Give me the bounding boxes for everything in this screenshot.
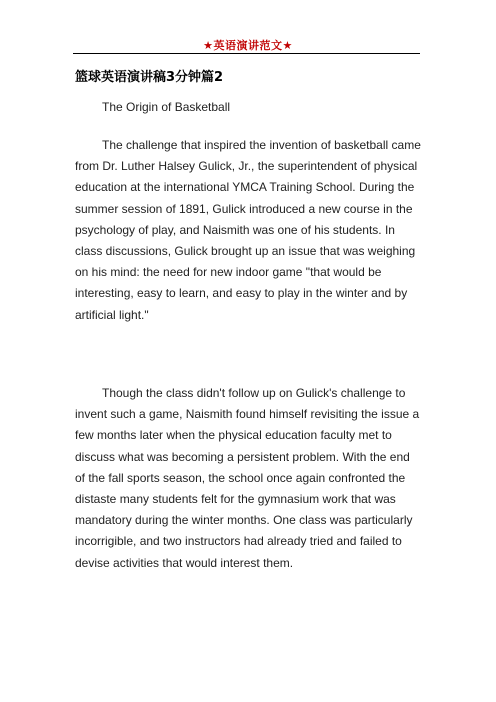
document-title: 篮球英语演讲稿3分钟篇2 bbox=[75, 70, 224, 85]
document-subtitle: The Origin of Basketball bbox=[102, 100, 231, 114]
header-divider bbox=[73, 53, 420, 54]
page-header: ★英语演讲范文★ bbox=[203, 39, 293, 52]
paragraph-2: Though the class didn't follow up on Gulick's challenge to invent such a game, Naismith found himself revisiting the issue a few months later when the physical education faculty met to discuss what was becoming a persistent problem. With the end of the fall sports season, the school once again confronted the distaste many students felt for the gymnasium work that was mandatory during the winter months. One class was particularly incorrigible, and two instructors had already tried and failed to devise activities that would interest them. bbox=[75, 386, 420, 570]
paragraph-1: The challenge that inspired the invention of basketball came from Dr. Luther Halsey Gulick, Jr., the superintendent of physical education at the international YMCA Training School. During the summer session of 1891, Gulick introduced a new course in the psychology of play, and Naismith was one of his students. In class discussions, Gulick brought up an issue that was weighing on his mind: the need for new indoor game "that would be interesting, easy to learn, and easy to play in the winter and by artificial light." bbox=[75, 138, 421, 322]
